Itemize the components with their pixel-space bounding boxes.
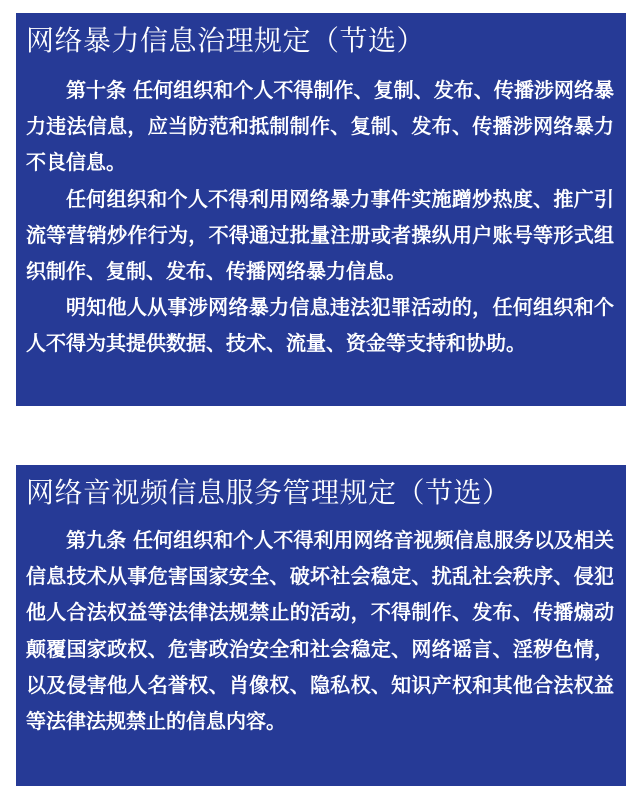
regulation-panel-cyber-violence [16,13,626,406]
regulation-panel-audio-video [16,465,626,786]
panel-title: 网络音视频信息服务管理规定（节选） [26,476,511,509]
article-paragraph: 第十条 任何组织和个人不得制作、复制、发布、传播涉网络暴力违法信息，应当防范和抵制制作、复制、发布、传播涉网络暴力不良信息。 [26,78,614,175]
panel-body [16,522,614,739]
panel-body [16,72,614,362]
article-paragraph: 任何组织和个人不得利用网络暴力事件实施蹭炒热度、推广引流等营销炒作行为，不得通过批量注册或者操纵用户账号等形式组织制作、复制、发布、传播网络暴力信息。 [26,186,614,284]
article-paragraph: 第九条 任何组织和个人不得利用网络音视频信息服务以及相关信息技术从事危害国家安全、破坏社会稳定、扰乱社会秩序、侵犯他人合法权益等法律法规禁止的活动，不得制作、发布、传播煽动颠覆国家政权、危害政治安全和社会稳定、网络谣言、淫秽色情，以及侵害他人名誉权、肖像权、隐私权、知识产权和其他合法权益等法律法规禁止的信息内容。 [26,528,614,734]
article-paragraph: 明知他人从事涉网络暴力信息违法犯罪活动的，任何组织和个人不得为其提供数据、技术、流量、资金等支持和协助。 [26,295,614,356]
panel-title: 网络暴力信息治理规定（节选） [26,24,426,57]
